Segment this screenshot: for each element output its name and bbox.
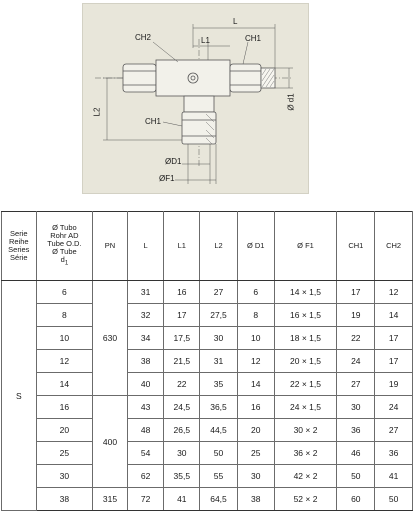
table-header-row [2, 212, 413, 281]
cell-l1: 17 [164, 304, 200, 327]
right-nut [230, 64, 261, 92]
cell-tube-od: 38 [36, 488, 93, 511]
cell-ch1: 30 [337, 396, 375, 419]
ch2-top-label: CH2 [135, 33, 152, 42]
table-row [2, 465, 413, 488]
cell-ch1: 46 [337, 442, 375, 465]
cell-of1: 24 × 1,5 [274, 396, 337, 419]
cell-l1: 16 [164, 281, 200, 304]
cell-ch2: 36 [375, 442, 413, 465]
cell-of1: 14 × 1,5 [274, 281, 337, 304]
cell-ch1: 19 [337, 304, 375, 327]
cell-ch2: 17 [375, 350, 413, 373]
header-l: L [127, 212, 164, 281]
table-row [2, 327, 413, 350]
cell-of1: 16 × 1,5 [274, 304, 337, 327]
series-cell: S [2, 281, 37, 511]
cell-of1: 22 × 1,5 [274, 373, 337, 396]
cell-l2: 35 [200, 373, 238, 396]
cell-l: 31 [127, 281, 164, 304]
header-l1: L1 [164, 212, 200, 281]
l-label: L [233, 17, 238, 26]
cell-od1: 6 [237, 281, 274, 304]
cell-l1: 26,5 [164, 419, 200, 442]
header-l2: L2 [200, 212, 238, 281]
cell-tube-od: 16 [36, 396, 93, 419]
cell-l: 62 [127, 465, 164, 488]
left-nut [123, 64, 156, 92]
table-row [2, 488, 413, 511]
fitting-drawing-svg [83, 4, 310, 195]
cell-od1: 38 [237, 488, 274, 511]
header-d1: Ø D1 [237, 212, 274, 281]
table-row [2, 281, 413, 304]
cell-od1: 8 [237, 304, 274, 327]
cell-od1: 25 [237, 442, 274, 465]
cell-l: 34 [127, 327, 164, 350]
cell-ch1: 24 [337, 350, 375, 373]
cell-l1: 41 [164, 488, 200, 511]
header-serie: Serie Reihe Series Série [2, 212, 37, 281]
cell-od1: 14 [237, 373, 274, 396]
pn-cell-400: 400 [93, 396, 128, 488]
cell-of1: 30 × 2 [274, 419, 337, 442]
cell-ch2: 14 [375, 304, 413, 327]
cell-tube-od: 20 [36, 419, 93, 442]
od1-side-label: Ø d1 [286, 93, 296, 111]
cell-ch1: 17 [337, 281, 375, 304]
cell-of1: 18 × 1,5 [274, 327, 337, 350]
l1-label: L1 [201, 36, 210, 45]
cell-tube-od: 8 [36, 304, 93, 327]
cell-ch1: 50 [337, 465, 375, 488]
cell-l: 54 [127, 442, 164, 465]
cell-od1: 16 [237, 396, 274, 419]
cell-l: 40 [127, 373, 164, 396]
cell-ch2: 24 [375, 396, 413, 419]
cell-of1: 42 × 2 [274, 465, 337, 488]
cell-od1: 30 [237, 465, 274, 488]
cell-l: 38 [127, 350, 164, 373]
lower-body-neck [184, 96, 214, 112]
cell-ch2: 12 [375, 281, 413, 304]
header-ch1: CH1 [337, 212, 375, 281]
cell-ch2: 19 [375, 373, 413, 396]
cell-l2: 44,5 [200, 419, 238, 442]
cell-ch1: 27 [337, 373, 375, 396]
cell-of1: 20 × 1,5 [274, 350, 337, 373]
of1-label: ØF1 [159, 174, 175, 183]
cell-l2: 50 [200, 442, 238, 465]
cell-tube-od: 14 [36, 373, 93, 396]
table-row [2, 442, 413, 465]
cell-l: 32 [127, 304, 164, 327]
table-row [2, 350, 413, 373]
cell-l2: 27 [200, 281, 238, 304]
cell-of1: 36 × 2 [274, 442, 337, 465]
cell-ch2: 17 [375, 327, 413, 350]
cell-l: 48 [127, 419, 164, 442]
pn-cell-630: 630 [93, 281, 128, 396]
cell-l1: 30 [164, 442, 200, 465]
cell-od1: 20 [237, 419, 274, 442]
table-row [2, 304, 413, 327]
cell-l1: 17,5 [164, 327, 200, 350]
cell-l1: 22 [164, 373, 200, 396]
cell-tube-od: 6 [36, 281, 93, 304]
ch1-top-label: CH1 [245, 34, 262, 43]
cell-ch1: 36 [337, 419, 375, 442]
od1-bottom-label: ØD1 [165, 157, 182, 166]
cell-l1: 35,5 [164, 465, 200, 488]
header-tube-od: Ø Tubo Rohr AD Tube O.D. Ø Tube $d_1$ [36, 212, 93, 281]
cell-ch1: 60 [337, 488, 375, 511]
cell-ch2: 27 [375, 419, 413, 442]
cell-l2: 64,5 [200, 488, 238, 511]
cell-ch1: 22 [337, 327, 375, 350]
fitting-body [156, 60, 230, 96]
cell-l: 72 [127, 488, 164, 511]
cell-of1: 52 × 2 [274, 488, 337, 511]
cell-l2: 55 [200, 465, 238, 488]
cell-od1: 12 [237, 350, 274, 373]
cell-tube-od: 12 [36, 350, 93, 373]
l2-label: L2 [92, 107, 102, 117]
table-row [2, 419, 413, 442]
cell-l2: 31 [200, 350, 238, 373]
spec-table [1, 211, 413, 511]
cell-l2: 30 [200, 327, 238, 350]
cell-tube-od: 30 [36, 465, 93, 488]
technical-drawing [82, 3, 309, 194]
cell-ch2: 50 [375, 488, 413, 511]
header-f1: Ø F1 [274, 212, 337, 281]
cell-ch2: 41 [375, 465, 413, 488]
table-row [2, 396, 413, 419]
cell-od1: 10 [237, 327, 274, 350]
table-row [2, 373, 413, 396]
cell-l1: 24,5 [164, 396, 200, 419]
ch1-bottom-label: CH1 [145, 117, 162, 126]
cell-l: 43 [127, 396, 164, 419]
cell-l2: 27,5 [200, 304, 238, 327]
header-ch2: CH2 [375, 212, 413, 281]
cell-tube-od: 25 [36, 442, 93, 465]
header-pn: PN [93, 212, 128, 281]
cell-l2: 36,5 [200, 396, 238, 419]
cell-l1: 21,5 [164, 350, 200, 373]
bottom-nut [182, 112, 216, 144]
pn-cell-315: 315 [93, 488, 128, 511]
cell-tube-od: 10 [36, 327, 93, 350]
